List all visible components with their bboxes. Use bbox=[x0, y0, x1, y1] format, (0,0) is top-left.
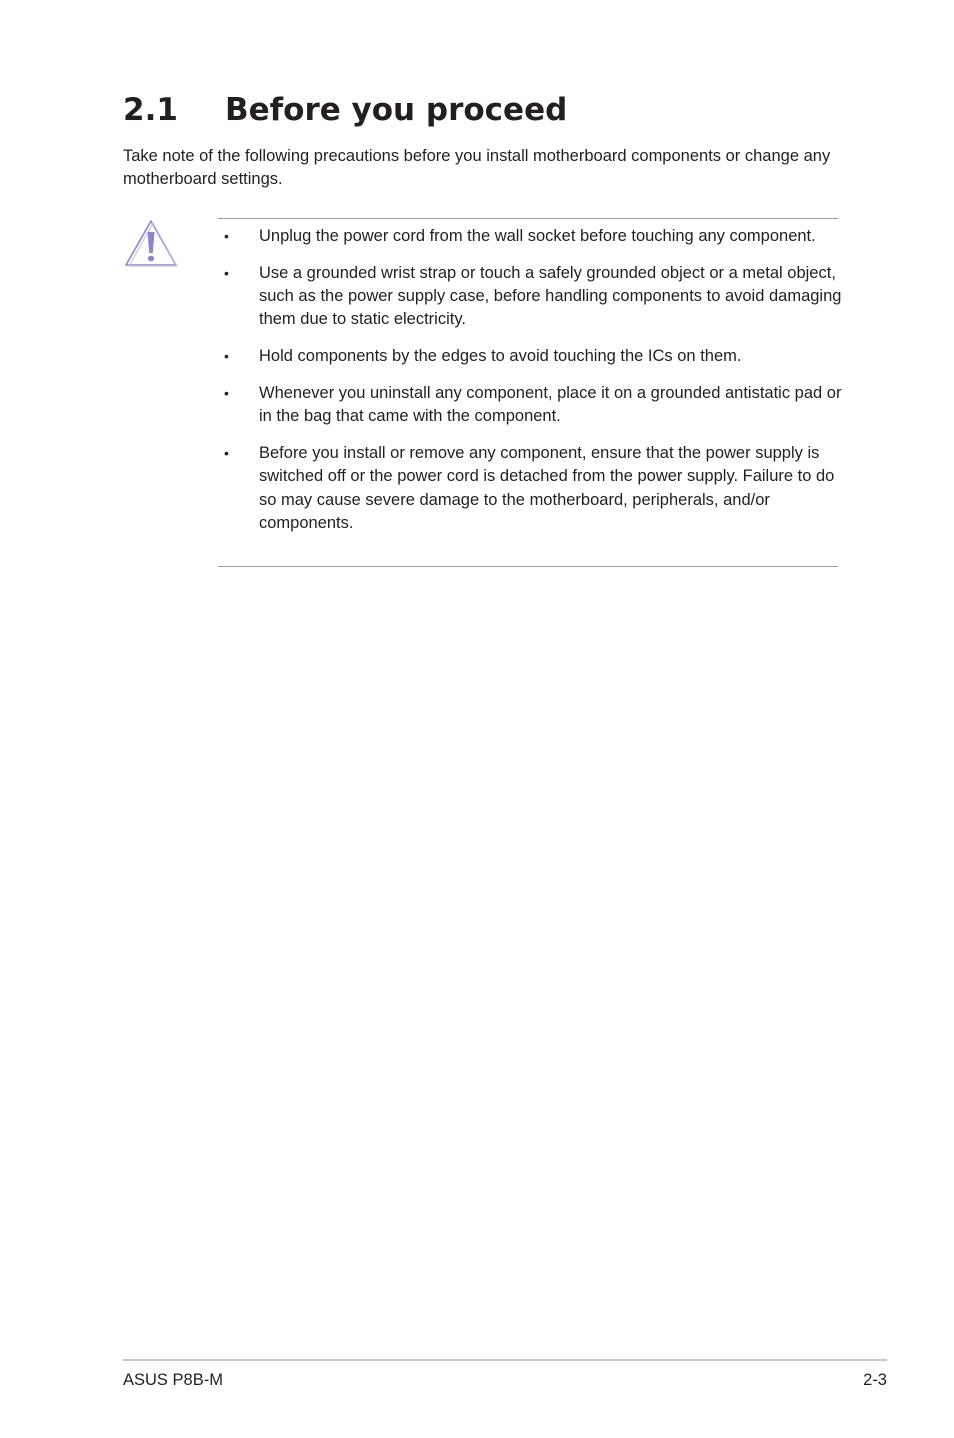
bullet: • bbox=[224, 228, 229, 244]
list-item bbox=[218, 225, 844, 248]
section-heading bbox=[123, 88, 567, 132]
footer-rule bbox=[123, 1359, 887, 1361]
section-title: Before you proceed bbox=[225, 92, 568, 128]
caution-bottom-rule bbox=[218, 566, 838, 567]
list-item-text: Unplug the power cord from the wall socket before touching any component. bbox=[259, 227, 816, 245]
footer-product-name: ASUS P8B-M bbox=[123, 1371, 223, 1389]
list-item-text: Whenever you uninstall any component, place it on a grounded antistatic pad or in the bag that came with the component. bbox=[259, 383, 842, 426]
list-item-text: Use a grounded wrist strap or touch a safely grounded object or a metal object, such as the power supply case, before handling components to avoid damaging them due to static electricity. bbox=[259, 263, 842, 329]
list-item bbox=[218, 345, 844, 368]
list-item bbox=[218, 442, 844, 535]
bullet: • bbox=[224, 445, 229, 462]
caution-list bbox=[218, 225, 844, 549]
intro-paragraph: Take note of the following precautions before you install motherboard components or change any motherboard settings. bbox=[123, 147, 831, 188]
footer-page-number: 2-3 bbox=[863, 1371, 887, 1389]
bullet: • bbox=[224, 384, 229, 401]
list-item-text: Hold components by the edges to avoid touching the ICs on them. bbox=[259, 347, 742, 366]
list-item-text: Before you install or remove any component, ensure that the power supply is switched off or the power cord is detached from the power supply. Failure to do so may cause severe damage to the motherboard, peripherals, and/or components. bbox=[259, 444, 835, 532]
bullet: • bbox=[224, 264, 229, 281]
warning-triangle-icon bbox=[124, 218, 178, 268]
list-item bbox=[218, 262, 844, 332]
section-number: 2.1 bbox=[123, 92, 178, 128]
bullet: • bbox=[224, 348, 229, 365]
caution-top-rule bbox=[218, 218, 838, 219]
list-item bbox=[218, 382, 844, 429]
